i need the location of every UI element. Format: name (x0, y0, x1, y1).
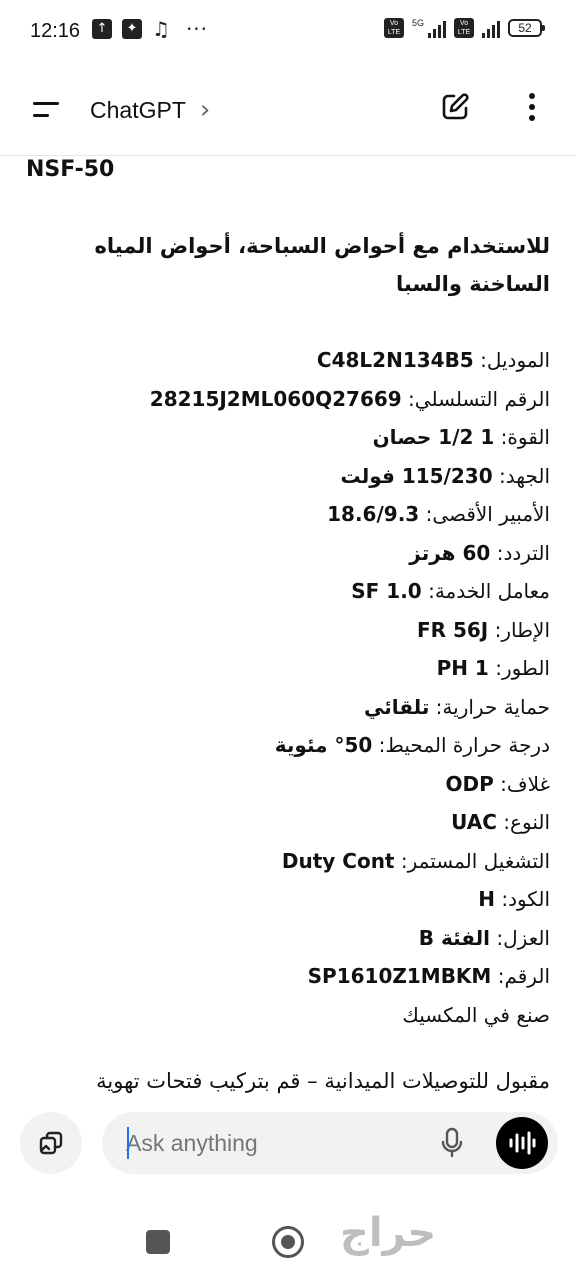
notification-icons (92, 19, 208, 39)
spec-label: معامل الخدمة: (421, 579, 550, 603)
more-notifications-icon: ··· (185, 17, 209, 41)
spec-list (10, 341, 550, 1034)
spec-label: التردد: (490, 540, 550, 565)
more-vertical-icon (527, 92, 537, 122)
message-input-container[interactable] (102, 1112, 558, 1174)
signal-icon-2 (482, 18, 500, 38)
spec-label: الكود: (494, 887, 550, 911)
spec-row (10, 880, 550, 919)
status-time: 12:16 (30, 20, 81, 42)
spec-label: العزل: (490, 925, 550, 950)
spec-value: Duty Cont (281, 848, 395, 873)
spec-label: الرقم التسلسلي: (401, 386, 550, 411)
spec-row (10, 803, 550, 842)
spec-row (10, 495, 550, 534)
menu-icon (31, 99, 61, 121)
spec-label: الجهد: (492, 463, 550, 488)
volte-icon-2: Vo LTE (454, 18, 474, 38)
menu-button[interactable] (26, 90, 66, 130)
model-heading: NSF-50 (26, 157, 115, 182)
spec-row (10, 457, 550, 496)
spec-value: 28215J2ML060Q27669 (149, 386, 402, 411)
spec-row (10, 572, 550, 611)
spec-row (10, 341, 550, 380)
spec-label: النوع: (496, 810, 550, 834)
spec-row (10, 957, 550, 996)
spec-row (10, 765, 550, 804)
network-type: 5G (411, 18, 424, 28)
edit-icon (439, 91, 471, 123)
spec-row (10, 534, 550, 573)
spec-label: غلاف: (493, 771, 550, 796)
signal-icon (428, 18, 446, 38)
recents-button[interactable] (146, 1230, 170, 1254)
spec-row (10, 919, 550, 958)
navigation-bar (0, 1196, 576, 1280)
spec-value: PH 1 (436, 656, 489, 680)
spec-label: التشغيل المستمر: (394, 848, 550, 873)
volte-icon: Vo LTE (384, 18, 404, 38)
attach-button[interactable] (20, 1112, 82, 1174)
home-icon (281, 1235, 295, 1249)
spec-row (10, 726, 550, 765)
spec-value: H (478, 887, 495, 911)
spec-value: SF 1.0 (351, 579, 422, 603)
spec-label: الطور: (488, 656, 550, 680)
new-chat-button[interactable] (434, 86, 476, 128)
text-caret (127, 1127, 129, 1159)
spec-label: الموديل: (473, 348, 550, 372)
message-input[interactable] (126, 1112, 426, 1174)
tiktok-notification-icon: ♫ (152, 17, 170, 41)
system-icons (384, 18, 542, 38)
composer (0, 1096, 576, 1196)
more-options-button[interactable] (512, 86, 552, 128)
spec-label: الإطار: (488, 617, 550, 642)
app-title: ChatGPT (90, 96, 186, 123)
spec-label: درجة حرارة المحيط: (372, 733, 550, 757)
spec-value: UAC (451, 810, 497, 834)
spec-value: 60 هرتز (409, 540, 491, 565)
status-bar (0, 0, 576, 64)
spec-row (10, 611, 550, 650)
image-attach-icon (37, 1129, 65, 1157)
chat-content[interactable] (0, 157, 576, 1095)
spec-label: صنع في المكسيك (402, 1002, 550, 1027)
microphone-button[interactable] (432, 1123, 472, 1163)
cutoff-text: مقبول للتوصيلات الميدانية – قم بتركيب فتحات تهوية (96, 1069, 550, 1093)
battery-icon: 52 (508, 19, 542, 37)
spec-label: الرقم: (491, 964, 550, 988)
spec-value: تلقائي (364, 694, 430, 719)
spec-value: FR 56J (416, 617, 489, 642)
spec-row (10, 842, 550, 881)
app-notification-icon: ✦ (122, 19, 142, 39)
spec-value: 18.6/9.3 (327, 502, 420, 526)
spec-row (10, 418, 550, 457)
spec-value: 1 1/2 حصان (372, 425, 495, 449)
watermark-logo: حراج (340, 1210, 437, 1256)
spec-label: القوة: (494, 425, 550, 449)
upload-notification-icon: ↑ (92, 19, 112, 39)
app-header (0, 64, 576, 156)
voice-waveform-icon (508, 1131, 536, 1155)
spec-label: الأمبير الأقصى: (419, 502, 550, 526)
home-button[interactable] (272, 1226, 304, 1258)
spec-value: C48L2N134B5 (316, 348, 474, 372)
spec-label: حماية حرارية: (429, 694, 550, 719)
spec-value: SP1610Z1MBKM (307, 964, 492, 988)
chevron-right-icon: › (199, 95, 211, 125)
voice-mode-button[interactable] (496, 1117, 548, 1169)
spec-row (10, 380, 550, 419)
spec-value: 50° مئوية (274, 733, 373, 757)
spec-row (10, 649, 550, 688)
usage-description: للاستخدام مع أحواض السباحة، أحواض المياه الساخنة والسبا (94, 234, 550, 296)
spec-row (10, 996, 550, 1035)
microphone-icon (440, 1127, 464, 1159)
spec-row (10, 688, 550, 727)
model-selector[interactable] (90, 90, 210, 130)
spec-value: ODP (445, 771, 494, 796)
spec-value: 115/230 فولت (340, 463, 493, 488)
spec-value: الفئة B (418, 925, 491, 950)
